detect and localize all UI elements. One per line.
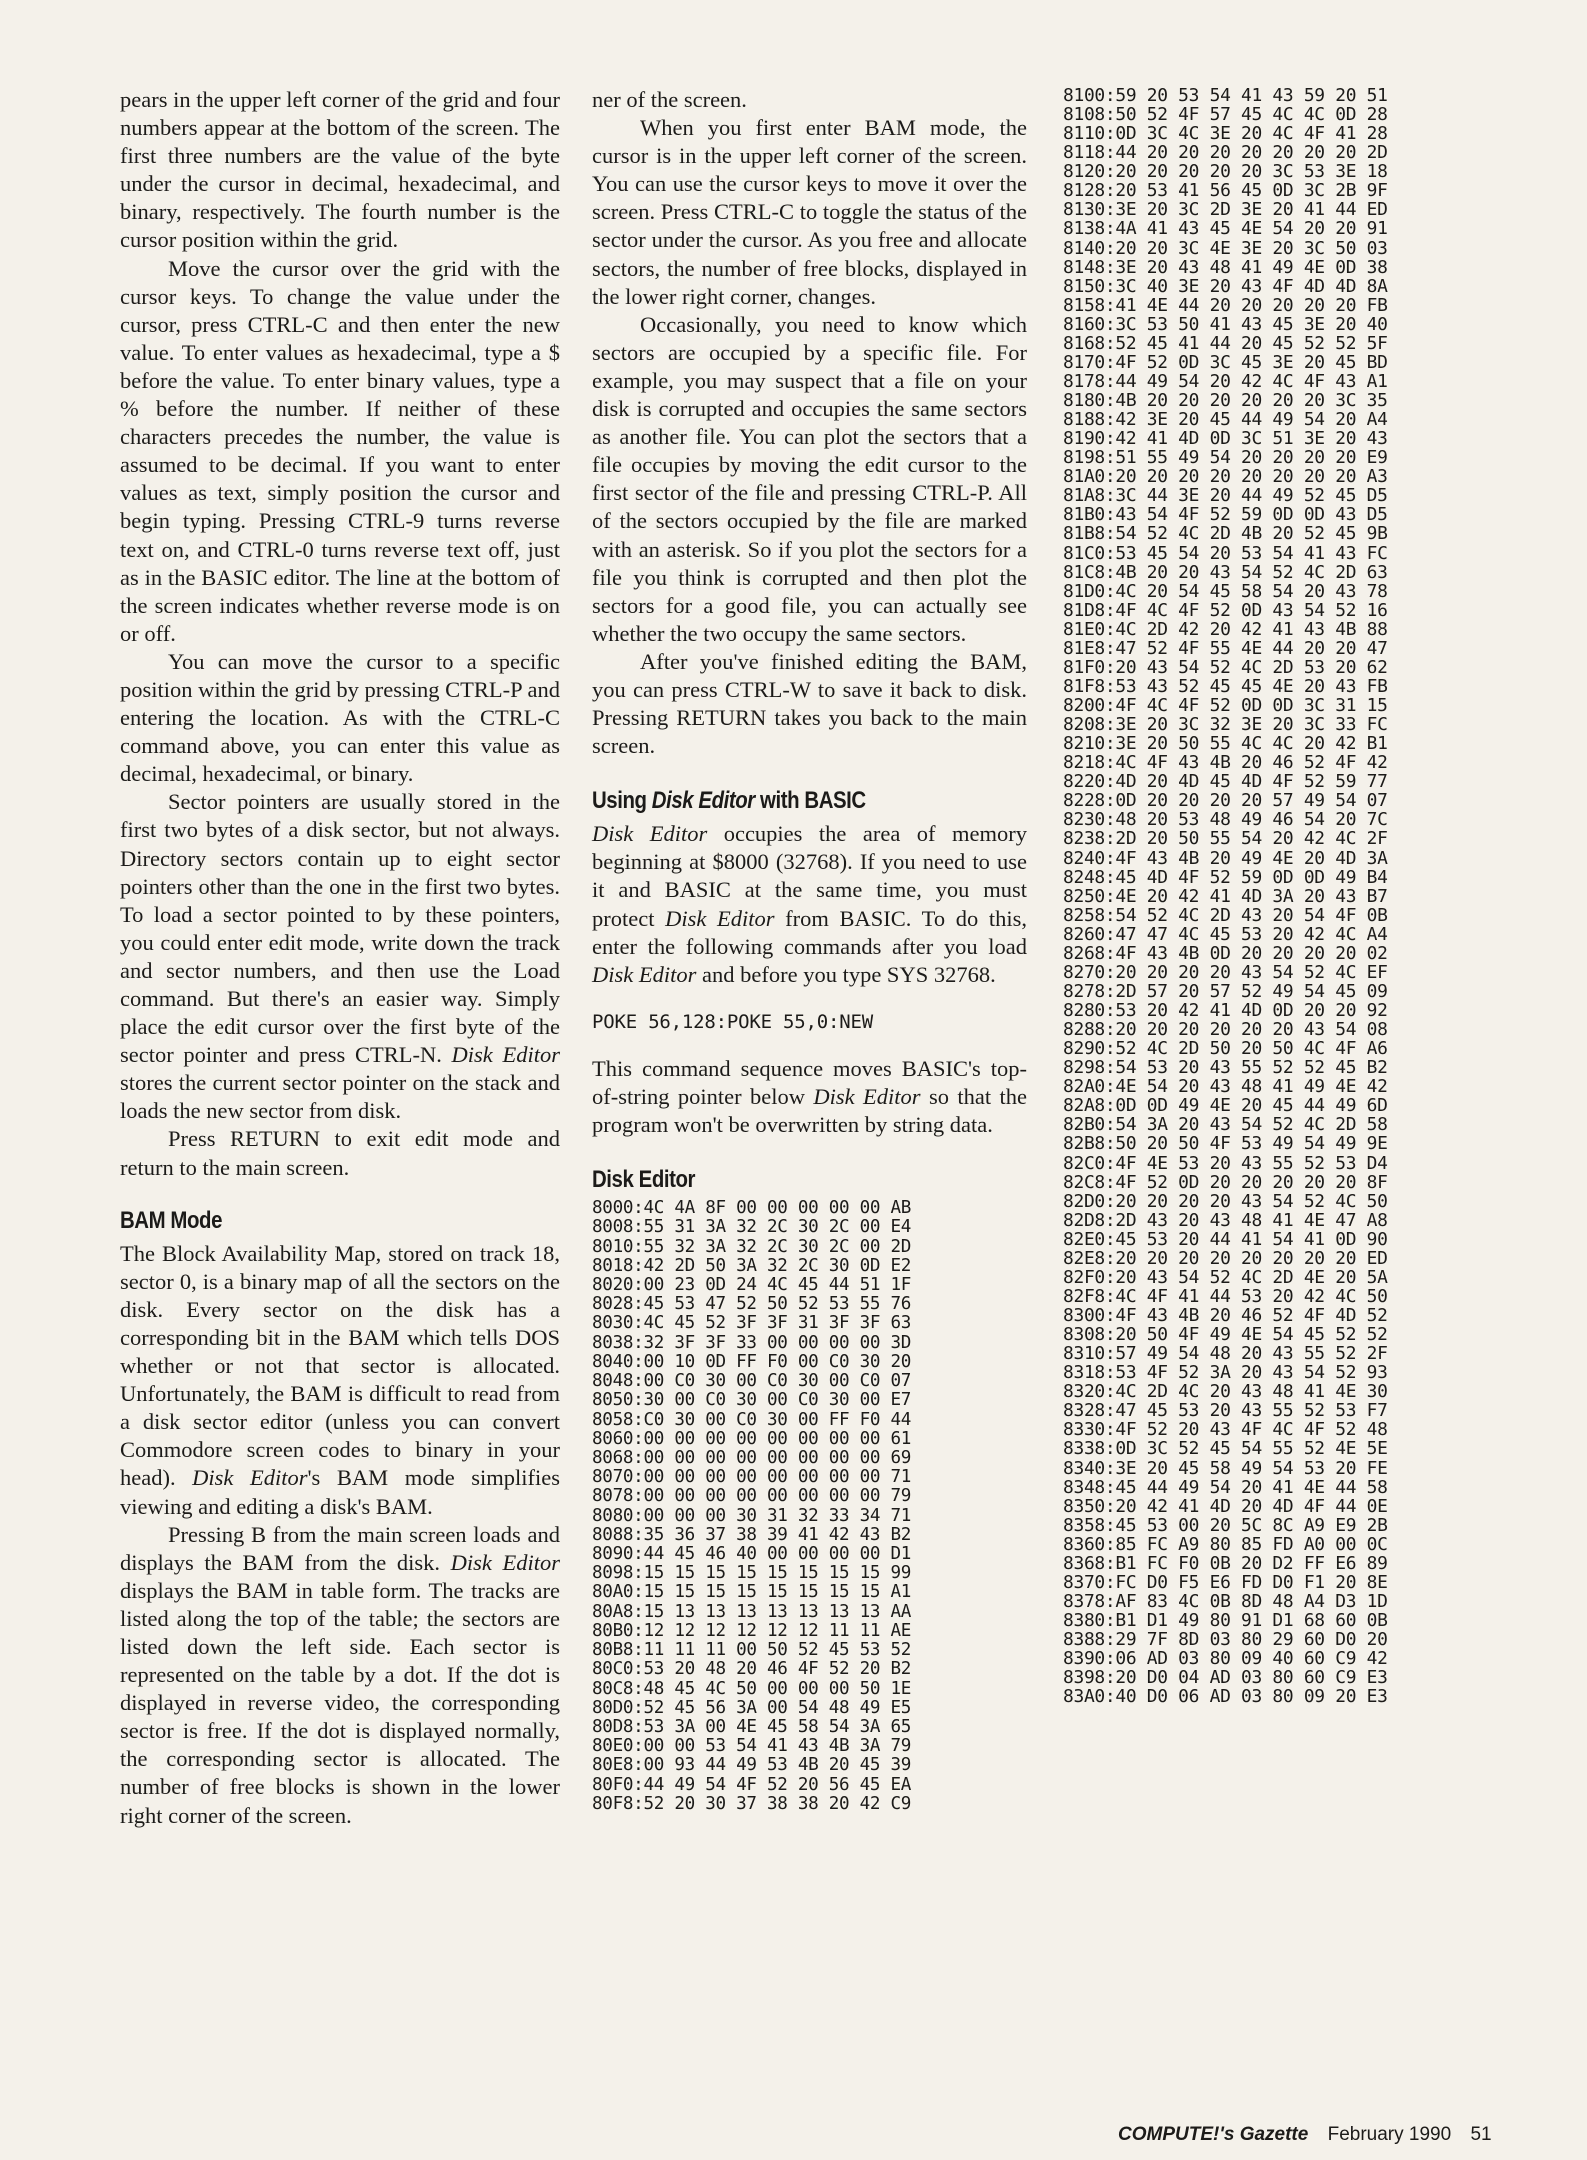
hex-line: 82B0:54 3A 20 43 54 52 4C 2D 58 [1063,1114,1388,1136]
hex-line: 8228:0D 20 20 20 20 57 49 54 07 [1063,790,1388,812]
hex-line: 81F0:20 43 54 52 4C 2D 53 20 62 [1063,656,1388,678]
hex-line: 8160:3C 53 50 41 43 45 3E 20 40 [1063,313,1388,335]
hex-line: 81E0:4C 2D 42 20 42 41 43 4B 88 [1063,618,1388,640]
hex-line: 8040:00 10 0D FF F0 00 C0 30 20 [592,1351,912,1372]
paragraph [592,86,1027,114]
hex-line: 81B0:43 54 4F 52 59 0D 0D 43 D5 [1063,504,1388,526]
hex-line: 8188:42 3E 20 45 44 49 54 20 A4 [1063,409,1388,431]
hex-line: 8108:50 52 4F 57 45 4C 4C 0D 28 [1063,104,1388,126]
hex-line: 8368:B1 FC F0 0B 20 D2 FF E6 89 [1063,1552,1388,1574]
paragraph [592,820,1027,989]
heading-italic: Disk Editor [651,787,755,815]
basic-paragraphs [592,820,1027,989]
hex-line: 80F0:44 49 54 4F 52 20 56 45 EA [592,1774,912,1795]
hex-line: 8030:4C 45 52 3F 3F 31 3F 3F 63 [592,1313,912,1334]
hex-line: 8330:4F 52 20 43 4F 4C 4F 52 48 [1063,1419,1388,1441]
column-left [120,86,560,1830]
hex-line: 8100:59 20 53 54 41 43 59 20 51 [1063,85,1388,106]
hex-line: 8288:20 20 20 20 20 20 43 54 08 [1063,1019,1388,1041]
hex-line: 82C8:4F 52 0D 20 20 20 20 20 8F [1063,1171,1388,1193]
hex-line: 8300:4F 43 4B 20 46 52 4F 4D 52 [1063,1305,1388,1326]
hex-line: 81C0:53 45 54 20 53 54 41 43 FC [1063,542,1388,564]
text-segment: stores the current sector pointer on the stack and loads the new sector from disk. [120,1070,560,1124]
hex-line: 8258:54 52 4C 2D 43 20 54 4F 0B [1063,904,1388,926]
hex-line: 8090:44 45 46 40 00 00 00 00 D1 [592,1544,912,1565]
hex-line: 8270:20 20 20 20 43 54 52 4C EF [1063,961,1388,983]
hex-line: 8148:3E 20 43 48 41 49 4E 0D 38 [1063,256,1388,278]
italic-text: Disk Editor [450,1549,560,1575]
paragraph [120,255,560,648]
hex-line: 8280:53 20 42 41 4D 0D 20 20 92 [1063,1000,1388,1021]
paragraph [592,648,1027,760]
hex-line: 80C8:48 45 4C 50 00 00 00 50 1E [592,1678,912,1699]
hex-line: 8168:52 45 41 44 20 45 52 52 5F [1063,332,1388,354]
hex-line: 8078:00 00 00 00 00 00 00 00 79 [592,1486,912,1507]
hex-line: 8070:00 00 00 00 00 00 00 00 71 [592,1467,912,1488]
hex-line: 8240:4F 43 4B 20 49 4E 20 4D 3A [1063,847,1388,869]
hex-line: 82E0:45 53 20 44 41 54 41 0D 90 [1063,1228,1388,1250]
hex-line: 8008:55 31 3A 32 2C 30 2C 00 E4 [592,1217,912,1238]
text-segment: Sector pointers are usually stored in the first two bytes of a disk sector, but not always. Directory sectors contain up to eight sector pointers other than the one in the first two bytes. To load a sector pointed to by these pointers, you could enter edit mode, write down the track and sector numbers, and then use the Load command. But there's an easier way. Simply place the edit cursor over the first byte of the sector pointer and press CTRL-N. [120,789,560,1068]
text-segment: After you've finished editing the BAM, you can press CTRL-W to save it back to disk. Pressing RETURN takes you back to the main screen. [592,648,1027,759]
hex-line: 8098:15 15 15 15 15 15 15 15 99 [592,1563,912,1584]
hex-line: 8378:AF 83 4C 0B 8D 48 A4 D3 1D [1063,1590,1388,1612]
hex-line: 8320:4C 2D 4C 20 43 48 41 4E 30 [1063,1381,1388,1403]
hex-line: 8380:B1 D1 49 80 91 D1 68 60 0B [1063,1610,1388,1631]
text-segment: ner of the screen. [592,87,747,112]
text-segment: Occasionally, you need to know which sectors are occupied by a specific file. For example, you may suspect that a file on your disk is corrupted and occupies the same sectors as another file. You can plot the sectors that a file occupies by moving the edit cursor to the first sector of the file and pressing CTRL-P. All of the sectors occupied by the file are marked with an asterisk. So if you plot the sectors for a file you think is corrupted and then plot the sectors for a good file, you can actually see whether the two occupy the same sectors. [592,311,1027,646]
hex-listing-part1 [592,1199,1027,1814]
hex-line: 80F8:52 20 30 37 38 38 20 42 C9 [592,1793,912,1814]
italic-text: Disk Editor [592,961,697,987]
hex-line: 8180:4B 20 20 20 20 20 20 3C 35 [1063,390,1388,411]
hex-line: 8058:C0 30 00 C0 30 00 FF F0 44 [592,1409,912,1430]
hex-line: 82C0:4F 4E 53 20 43 55 52 53 D4 [1063,1152,1388,1174]
hex-line: 8080:00 00 00 30 31 32 33 34 71 [592,1505,912,1526]
hex-line: 8268:4F 43 4B 0D 20 20 20 20 02 [1063,942,1388,964]
hex-line: 8198:51 55 49 54 20 20 20 20 E9 [1063,447,1388,469]
hex-line: 8220:4D 20 4D 45 4D 4F 52 59 77 [1063,771,1388,793]
hex-line: 81A8:3C 44 3E 20 44 49 52 45 D5 [1063,485,1388,507]
hex-listing-part2 [1063,86,1503,1706]
heading-suffix: with BASIC [754,787,866,815]
hex-line: 82D0:20 20 20 20 43 54 52 4C 50 [1063,1190,1388,1212]
paragraph [120,788,560,1125]
hex-line: 81D8:4F 4C 4F 52 0D 43 54 52 16 [1063,599,1388,621]
hex-line: 8360:85 FC A9 80 85 FD A0 00 0C [1063,1533,1388,1555]
hex-line: 8130:3E 20 3C 2D 3E 20 41 44 ED [1063,199,1388,221]
text-segment: from BASIC. To do this, enter the following commands after you load [592,905,1028,959]
text-segment: When you first enter BAM mode, the cursor is in the upper left corner of the screen. You can use the cursor keys to move it over the screen. Press CTRL-C to toggle the status of the sector under the cursor. As you free and allocate sectors, the number of free blocks, displayed in the lower right corner, changes. [592,115,1027,309]
hex-line: 8128:20 53 41 56 45 0D 3C 2B 9F [1063,180,1388,202]
hex-line: 8038:32 3F 3F 33 00 00 00 00 3D [592,1332,912,1353]
hex-line: 8060:00 00 00 00 00 00 00 00 61 [592,1428,912,1449]
after-poke-paragraphs [592,1055,1027,1139]
paragraph [120,1521,560,1830]
text-segment: displays the BAM in table form. The tracks are listed along the top of the table; the sectors are listed down the left side. Each sector is represented on the table by a dot. If the dot is displayed in reverse video, the corresponding sector is free. If the dot is displayed normally, the corresponding sector is allocated. The number of free blocks is shown in the lower right corner of the screen. [120,1577,560,1828]
text-segment: This command sequence moves BASIC's top-of-string pointer below [592,1055,1027,1109]
italic-text: Disk Editor [451,1042,560,1068]
paragraph [120,86,560,255]
hex-line: 8338:0D 3C 52 45 54 55 52 4E 5E [1063,1438,1388,1460]
column-middle [592,86,1027,1814]
hex-line: 8208:3E 20 3C 32 3E 20 3C 33 FC [1063,714,1388,736]
hex-line: 8190:42 41 4D 0D 3C 51 3E 20 43 [1063,428,1388,450]
italic-text: Disk Editor [192,1465,308,1491]
hex-line: 80C0:53 20 48 20 46 4F 52 20 B2 [592,1659,912,1680]
text-segment: occupies the area of memory beginning at $8000 (32768). If you need to use it and BASIC at the same time, you must protect [592,821,1027,931]
hex-line: 8118:44 20 20 20 20 20 20 20 2D [1063,142,1388,164]
hex-line: 8010:55 32 3A 32 2C 30 2C 00 2D [592,1236,912,1257]
hex-line: 8068:00 00 00 00 00 00 00 00 69 [592,1447,912,1468]
text-segment: Pressing B from the main screen loads and displays the BAM from the disk. [120,1521,560,1575]
bam-continued-paragraphs [592,86,1027,760]
hex-line: 8328:47 45 53 20 43 55 52 53 F7 [1063,1400,1388,1422]
page-footer [1118,2124,1498,2146]
hex-line: 8310:57 49 54 48 20 43 55 52 2F [1063,1343,1388,1365]
italic-text: Disk Editor [592,821,708,847]
heading-prefix: Using [592,787,652,815]
paragraph [120,648,560,788]
hex-line: 8150:3C 40 3E 20 43 4F 4D 4D 8A [1063,275,1388,297]
hex-line: 81B8:54 52 4C 2D 4B 20 52 45 9B [1063,523,1388,545]
hex-line: 8138:4A 41 43 45 4E 54 20 20 91 [1063,218,1388,240]
hex-line: 80D0:52 45 56 3A 00 54 48 49 E5 [592,1697,912,1718]
hex-line: 82F0:20 43 54 52 4C 2D 4E 20 5A [1063,1266,1388,1288]
paragraph [592,114,1027,311]
hex-line: 8158:41 4E 44 20 20 20 20 20 FB [1063,294,1388,316]
heading-bam-mode: BAM Mode [120,1206,222,1234]
text-segment: 's BAM mode simplifies viewing and editing a disk's BAM. [120,1465,561,1519]
hex-line: 82A8:0D 0D 49 4E 20 45 44 49 6D [1063,1095,1388,1117]
hex-line: 8260:47 47 4C 45 53 20 42 4C A4 [1063,923,1388,945]
hex-line: 81A0:20 20 20 20 20 20 20 20 A3 [1063,466,1388,488]
hex-line: 81E8:47 52 4F 55 4E 44 20 20 47 [1063,637,1388,659]
hex-line: 8218:4C 4F 43 4B 20 46 52 4F 42 [1063,752,1388,774]
hex-line: 8178:44 49 54 20 42 4C 4F 43 A1 [1063,370,1388,392]
paragraph [592,311,1027,648]
poke-command: POKE 56,128:POKE 55,0:NEW [592,1010,873,1033]
hex-line: 8348:45 44 49 54 20 41 4E 44 58 [1063,1476,1388,1498]
text-segment: Move the cursor over the grid with the cursor keys. To change the value under the cursor, press CTRL-C and then enter the new value. To enter values as hexadecimal, type a $ before the value. To enter binary values, type a % before the number. If neither of these characters precedes the number, the value is assumed to be decimal. If you want to enter values as text, simply position the cursor and begin typing. Pressing CTRL-9 turns reverse text on, and CTRL-0 turns reverse text off, just as in the BASIC editor. The line at the bottom of the screen indicates whether reverse mode is on or off. [120,255,560,646]
issue-date: February 1990 [1327,2124,1452,2145]
magazine-name: COMPUTE!'s Gazette [1118,2124,1309,2145]
hex-line: 8088:35 36 37 38 39 41 42 43 B2 [592,1524,912,1545]
hex-line: 80B8:11 11 11 00 50 52 45 53 52 [592,1640,912,1661]
hex-line: 8308:20 50 4F 49 4E 54 45 52 52 [1063,1324,1388,1346]
text-segment: so that the program won't be overwritten by string data. [592,1083,1027,1137]
text-segment: You can move the cursor to a specific position within the grid by pressing CTRL-P and entering the location. As with the CTRL-C command above, you can enter this value as decimal, hexadecimal, or binary. [120,648,560,787]
bam-paragraphs [120,1240,560,1830]
hex-line: 83A0:40 D0 06 AD 03 80 09 20 E3 [1063,1686,1388,1708]
hex-line: 8390:06 AD 03 80 09 40 60 C9 42 [1063,1648,1388,1670]
hex-line: 8350:20 42 41 4D 20 4D 4F 44 0E [1063,1495,1388,1517]
hex-line: 81F8:53 43 52 45 45 4E 20 43 FB [1063,675,1388,697]
hex-line: 8388:29 7F 8D 03 80 29 60 D0 20 [1063,1629,1388,1651]
hex-line: 8370:FC D0 F5 E6 FD D0 F1 20 8E [1063,1571,1388,1593]
heading-using-disk-editor-with-basic [592,786,962,816]
hex-line: 80E0:00 00 53 54 41 43 4B 3A 79 [592,1736,912,1757]
hex-line: 8018:42 2D 50 3A 32 2C 30 0D E2 [592,1255,912,1276]
text-segment: and before you type SYS 32768. [696,961,996,987]
hex-line: 8278:2D 57 20 57 52 49 54 45 09 [1063,980,1388,1002]
hex-line: 8298:54 53 20 43 55 52 52 45 B2 [1063,1057,1388,1079]
hex-line: 8230:48 20 53 48 49 46 54 20 7C [1063,809,1388,831]
hex-line: 8020:00 23 0D 24 4C 45 44 51 1F [592,1274,912,1295]
italic-text: Disk Editor [665,905,775,931]
hex-line: 82B8:50 20 50 4F 53 49 54 49 9E [1063,1133,1388,1155]
intro-paragraphs [120,86,560,1182]
page-number: 51 [1470,2124,1492,2145]
paragraph [592,1055,1027,1139]
hex-line: 8340:3E 20 45 58 49 54 53 20 FE [1063,1457,1388,1479]
hex-line: 8250:4E 20 42 41 4D 3A 20 43 B7 [1063,885,1388,907]
hex-line: 8248:45 4D 4F 52 59 0D 0D 49 B4 [1063,866,1388,888]
column-right [1063,86,1503,1706]
hex-line: 8140:20 20 3C 4E 3E 20 3C 50 03 [1063,237,1388,259]
hex-line: 8358:45 53 00 20 5C 8C A9 E9 2B [1063,1514,1388,1536]
hex-line: 8238:2D 20 50 55 54 20 42 4C 2F [1063,828,1388,850]
hex-line: 80D8:53 3A 00 4E 45 58 54 3A 65 [592,1717,912,1737]
hex-line: 8028:45 53 47 52 50 52 53 55 76 [592,1294,912,1315]
hex-line: 81C8:4B 20 20 43 54 52 4C 2D 63 [1063,561,1388,583]
paragraph [120,1240,560,1521]
paragraph [120,1125,560,1181]
hex-line: 8048:00 C0 30 00 C0 30 00 C0 07 [592,1371,912,1392]
hex-line: 82F8:4C 4F 41 44 53 20 42 4C 50 [1063,1285,1388,1307]
hex-line: 82A0:4E 54 20 43 48 41 49 4E 42 [1063,1076,1388,1098]
hex-line: 82E8:20 20 20 20 20 20 20 20 ED [1063,1247,1388,1269]
hex-line: 8200:4F 4C 4F 52 0D 0D 3C 31 15 [1063,695,1388,716]
hex-line: 8000:4C 4A 8F 00 00 00 00 00 AB [592,1198,912,1219]
hex-line: 82D8:2D 43 20 43 48 41 4E 47 A8 [1063,1209,1388,1231]
hex-line: 8210:3E 20 50 55 4C 4C 20 42 B1 [1063,733,1388,755]
hex-line: 8120:20 20 20 20 20 3C 53 3E 18 [1063,161,1388,183]
hex-line: 8110:0D 3C 4C 3E 20 4C 4F 41 28 [1063,123,1388,145]
text-segment: pears in the upper left corner of the grid and four numbers appear at the bottom of the screen. The first three numbers are the value of the byte under the cursor in decimal, hexadecimal, and binary, respectively. The fourth number is the cursor position within the grid. [120,87,560,253]
text-segment: The Block Availability Map, stored on track 18, sector 0, is a binary map of all the sectors on the disk. Every sector on the disk has a corresponding bit in the BAM which tells DOS whether or not that sector is allocated. Unfortunately, the BAM is difficult to read from a disk sector editor (unless you can convert Commodore screen codes to binary in your head). [120,1240,560,1491]
text-segment: Press RETURN to exit edit mode and return to the main screen. [120,1126,560,1180]
hex-line: 80A8:15 13 13 13 13 13 13 13 AA [592,1601,912,1622]
hex-line: 81D0:4C 20 54 45 58 54 20 43 78 [1063,580,1388,602]
hex-line: 8318:53 4F 52 3A 20 43 54 52 93 [1063,1362,1388,1384]
hex-line: 80E8:00 93 44 49 53 4B 20 45 39 [592,1755,912,1776]
hex-line: 8290:52 4C 2D 50 20 50 4C 4F A6 [1063,1038,1388,1060]
hex-line: 8050:30 00 C0 30 00 C0 30 00 E7 [592,1390,912,1411]
italic-text: Disk Editor [813,1083,921,1109]
hex-line: 8170:4F 52 0D 3C 45 3E 20 45 BD [1063,351,1388,373]
heading-disk-editor-listing: Disk Editor [592,1166,696,1194]
hex-line: 8398:20 D0 04 AD 03 80 60 C9 E3 [1063,1667,1388,1689]
hex-line: 80A0:15 15 15 15 15 15 15 15 A1 [592,1582,912,1603]
hex-line: 80B0:12 12 12 12 12 12 11 11 AE [592,1620,912,1641]
